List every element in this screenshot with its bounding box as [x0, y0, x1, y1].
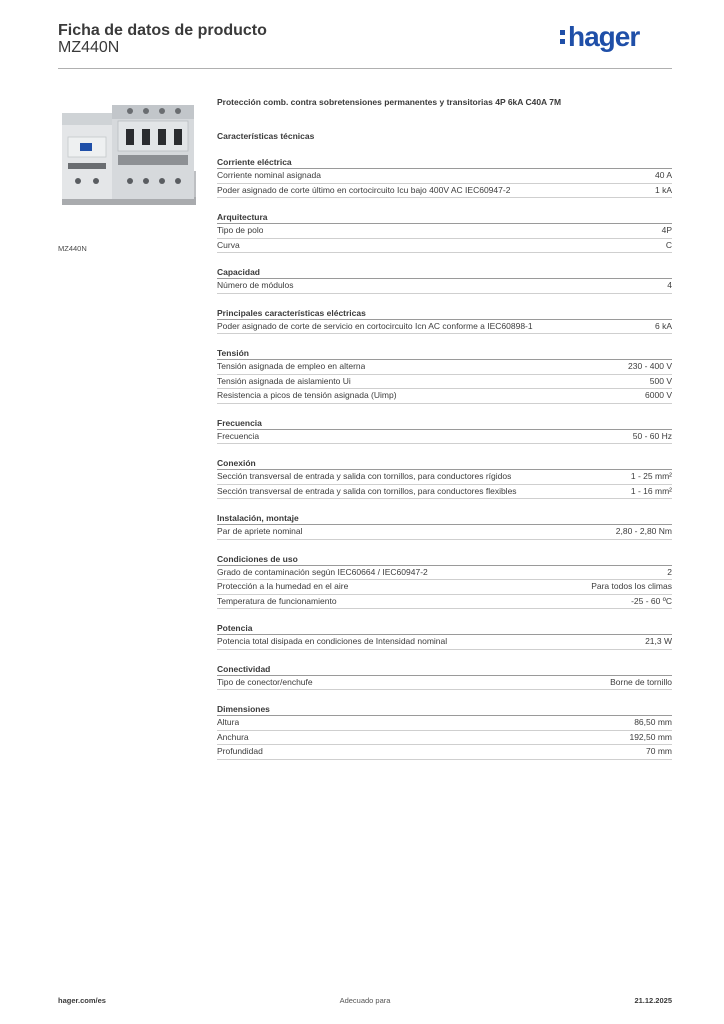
spec-section [217, 663, 672, 691]
spec-row [217, 580, 672, 595]
spec-label: Altura [217, 717, 240, 727]
section-title: Condiciones de uso [217, 553, 672, 566]
spec-row [217, 389, 672, 404]
page-footer [58, 996, 672, 1010]
spec-row [217, 224, 672, 239]
section-title: Principales características eléctricas [217, 307, 672, 320]
spec-label: Temperatura de funcionamiento [217, 595, 337, 606]
logo-wordmark: hager [568, 21, 640, 52]
header-divider [58, 68, 672, 69]
spec-label: Número de módulos [217, 280, 294, 290]
product-reference: MZ440N [58, 39, 120, 56]
spec-section [217, 307, 672, 335]
spec-label: Anchura [217, 731, 249, 742]
spec-row [217, 320, 672, 335]
spec-label: Par de apriete nominal [217, 526, 303, 536]
spec-section [217, 266, 672, 294]
spec-value: 500 V [649, 375, 672, 386]
spec-label: Resistencia a picos de tensión asignada (Uimp) [217, 390, 397, 400]
spec-value: 70 mm [646, 746, 672, 756]
spec-row [217, 731, 672, 746]
section-title: Corriente eléctrica [217, 156, 672, 169]
spec-label: Poder asignado de corte de servicio en cortocircuito Icn AC conforme a IEC60898-1 [217, 320, 533, 331]
spec-value: 2,80 - 2,80 Nm [615, 526, 672, 536]
spec-row [217, 595, 672, 610]
spec-section [217, 417, 672, 445]
spec-value: 1 - 25 mm² [630, 471, 672, 481]
page-title: Ficha de datos de producto [58, 22, 267, 39]
spec-section [217, 457, 672, 499]
section-title: Potencia [217, 622, 672, 635]
spec-row [217, 525, 672, 540]
spec-section [217, 347, 672, 404]
footer-website: hager.com/es [58, 996, 106, 1005]
section-title: Tensión [217, 347, 672, 360]
spec-value: 1 - 16 mm² [630, 485, 672, 496]
spec-section [217, 512, 672, 540]
section-title: Instalación, montaje [217, 512, 672, 525]
spec-row [217, 485, 672, 500]
section-title: Arquitectura [217, 211, 672, 224]
spec-value: 21,3 W [645, 636, 672, 646]
spec-sections [217, 156, 672, 760]
spec-label: Protección a la humedad en el aire [217, 581, 349, 591]
technical-characteristics-heading: Características técnicas [217, 131, 315, 141]
spec-value: Borne de tornillo [610, 676, 672, 687]
section-title: Dimensiones [217, 703, 672, 716]
page-header [58, 20, 672, 70]
spec-value: 40 A [654, 170, 672, 180]
spec-row [217, 470, 672, 485]
spec-section [217, 211, 672, 253]
spec-value: 4 [667, 280, 672, 290]
spec-row [217, 169, 672, 184]
spec-label: Frecuencia [217, 430, 260, 441]
section-title: Conexión [217, 457, 672, 470]
section-title: Frecuencia [217, 417, 672, 430]
spec-value: 86,50 mm [634, 717, 672, 727]
spec-label: Poder asignado de corte último en cortocircuito Icu bajo 400V AC IEC60947-2 [217, 184, 511, 195]
spec-row [217, 635, 672, 650]
spec-row [217, 184, 672, 199]
spec-value: 50 - 60 Hz [632, 430, 672, 441]
hager-logo [558, 19, 658, 55]
spec-row [217, 360, 672, 375]
spec-row [217, 745, 672, 760]
spec-value: C [665, 239, 672, 250]
spec-row [217, 239, 672, 254]
section-title: Capacidad [217, 266, 672, 279]
spec-value: 192,50 mm [629, 731, 672, 742]
footer-suitability: Adecuado para [339, 996, 391, 1005]
spec-section [217, 622, 672, 650]
image-caption: MZ440N [58, 244, 87, 253]
spec-row [217, 566, 672, 581]
product-image [58, 93, 203, 238]
spec-label: Sección transversal de entrada y salida con tornillos, para conductores flexibles [217, 485, 517, 496]
spec-row [217, 676, 672, 691]
footer-date: 21.12.2025 [634, 996, 672, 1005]
spec-label: Tipo de conector/enchufe [217, 676, 313, 687]
product-description: Protección comb. contra sobretensiones permanentes y transitorias 4P 6kA C40A 7M [217, 97, 562, 107]
spec-section [217, 553, 672, 610]
spec-row [217, 716, 672, 731]
spec-content [217, 90, 672, 773]
spec-label: Corriente nominal asignada [217, 170, 321, 180]
spec-value: 230 - 400 V [628, 361, 672, 371]
spec-row [217, 279, 672, 294]
spec-section [217, 156, 672, 198]
spec-label: Grado de contaminación según IEC60664 / IEC60947-2 [217, 566, 428, 577]
spec-label: Sección transversal de entrada y salida con tornillos, para conductores rígidos [217, 471, 512, 481]
spec-value: 4P [661, 225, 672, 235]
spec-label: Potencia total disipada en condiciones de Intensidad nominal [217, 636, 448, 646]
spec-value: 2 [667, 566, 672, 577]
spec-label: Curva [217, 239, 240, 250]
spec-section [217, 703, 672, 760]
spec-row [217, 430, 672, 445]
spec-label: Profundidad [217, 746, 263, 756]
spec-label: Tensión asignada de aislamiento Ui [217, 375, 351, 386]
spec-value: Para todos los climas [591, 581, 672, 591]
spec-label: Tipo de polo [217, 225, 264, 235]
section-title: Conectividad [217, 663, 672, 676]
spec-value: -25 - 60 ºC [631, 595, 672, 606]
spec-value: 6 kA [654, 320, 672, 331]
spec-value: 1 kA [654, 184, 672, 195]
spec-value: 6000 V [645, 390, 672, 400]
spec-label: Tensión asignada de empleo en alterna [217, 361, 366, 371]
spec-row [217, 375, 672, 390]
